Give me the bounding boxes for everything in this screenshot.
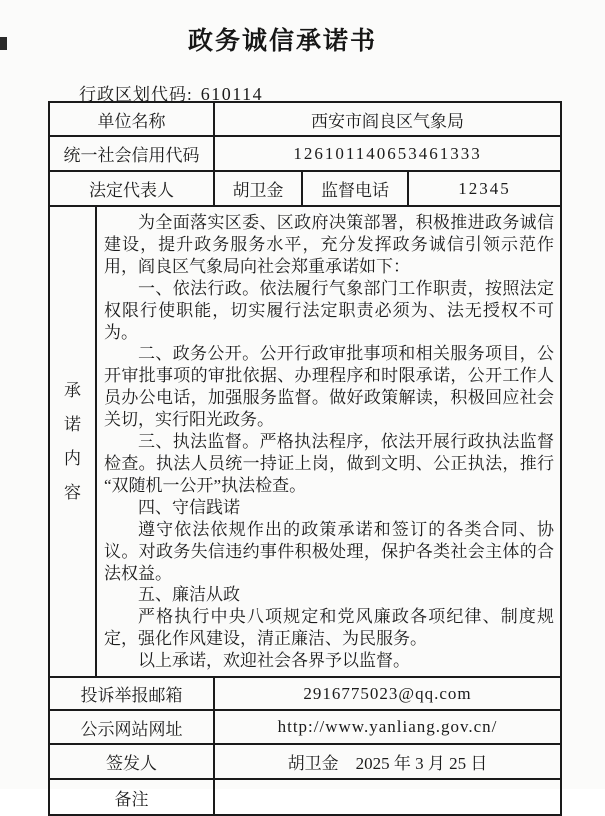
commitment-table (48, 101, 562, 816)
website-label: 公示网站网址 (49, 710, 214, 744)
scan-artifact-mark (0, 37, 7, 50)
commitment-content (96, 206, 561, 677)
row-website (49, 710, 561, 744)
credit-code-value: 126101140653461333 (214, 136, 561, 171)
issuer-value: 胡卫金 2025 年 3 月 25 日 (214, 744, 561, 779)
admin-code-label: 行政区划代码: (79, 85, 193, 104)
complaint-email-value: 2916775023@qq.com (214, 677, 561, 710)
row-commitment-content (49, 206, 561, 677)
commitment-label-char: 内 (64, 449, 81, 469)
commitment-paragraph: 二、政务公开。公开行政审批事项和相关服务项目，公开审批事项的审批依据、办理程序和时限承诺，公开工作人员办公电话，加强服务监督。做好政策解读，积极回应社会关切，实行阳光政务。 (104, 344, 555, 430)
document-title: 政务诚信承诺书 (187, 28, 377, 55)
commitment-paragraph: 一、依法行政。依法履行气象部门工作职责，按照法定权限行使职能，切实履行法定职责必须为、法无授权不可为。 (104, 278, 555, 342)
commitment-label-vertical (50, 381, 95, 502)
legal-rep-label: 法定代表人 (49, 171, 214, 206)
unit-name-label: 单位名称 (49, 102, 214, 136)
commitment-label-char: 诺 (64, 415, 81, 435)
row-legal-representative (49, 171, 561, 206)
commitment-label-char: 承 (64, 381, 81, 401)
row-remarks (49, 779, 561, 815)
complaint-email-label: 投诉举报邮箱 (49, 677, 214, 710)
supervise-phone-value: 12345 (408, 171, 561, 206)
commitment-paragraph: 为全面落实区委、区政府决策部署，积极推进政务诚信建设，提升政务服务水平，充分发挥政务诚信引领示范作用，阎良区气象局向社会郑重承诺如下： (104, 213, 555, 276)
row-complaint-email (49, 677, 561, 710)
commitment-paragraph: 五、廉洁从政 (138, 585, 240, 605)
admin-code-value: 610114 (200, 84, 264, 104)
unit-name-value: 西安市阎良区气象局 (214, 102, 561, 136)
remarks-label: 备注 (49, 779, 214, 815)
remarks-value (214, 779, 561, 815)
row-credit-code (49, 136, 561, 171)
row-issuer (49, 744, 561, 779)
commitment-paragraph: 遵守依法依规作出的政策承诺和签订的各类合同、协议。对政务失信违约事件积极处理，保护各类社会主体的合法权益。 (104, 519, 555, 583)
supervise-phone-label: 监督电话 (302, 171, 408, 206)
commitment-paragraph: 四、守信践诺 (138, 497, 240, 517)
commitment-label (49, 206, 96, 677)
commitment-paragraph: 以上承诺，欢迎社会各界予以监督。 (138, 651, 410, 671)
commitment-paragraph: 严格执行中央八项规定和党风廉政各项纪律、制度规定，强化作风建设，清正廉洁、为民服务。 (104, 607, 555, 649)
website-value: http://www.yanliang.gov.cn/ (214, 710, 561, 744)
commitment-paragraph: 三、执法监督。严格执法程序，依法开展行政执法监督检查。执法人员统一持证上岗，做到文明、公正执法，推行“双随机一公开”执法检查。 (104, 432, 555, 495)
commitment-label-char: 容 (64, 483, 81, 503)
row-unit-name (49, 102, 561, 136)
legal-rep-value: 胡卫金 (214, 171, 302, 206)
credit-code-label: 统一社会信用代码 (49, 136, 214, 171)
issuer-label: 签发人 (49, 744, 214, 779)
